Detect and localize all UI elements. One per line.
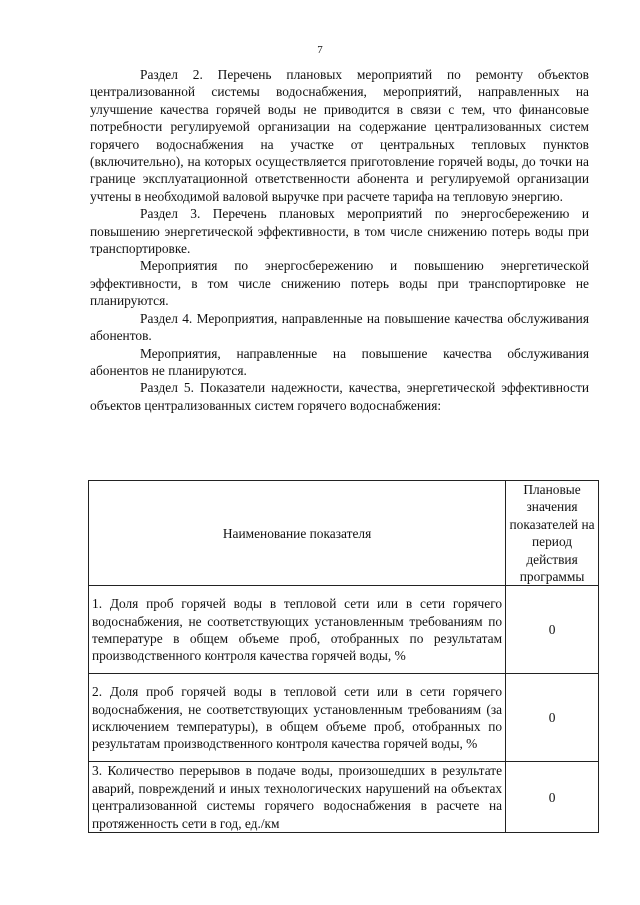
paragraph-section-2: Раздел 2. Перечень плановых мероприятий по ремонту объектов централизованной системы водоснабжения, мероприятий, направленных на улучшение качества горячей воды не приводится в связи с тем, что финансовые потребности регулируемой организации на содержание централизованных систем горячего водоснабжения на участке от центральных тепловых пунктов (включительно), на которых осуществляется приготовление горячей воды, до точки на границе эксплуатационной ответственности абонента и регулируемой организации учтены в необходимой валовой выручке при расчете тарифа на тепловую энергию. (90, 67, 589, 204)
indicator-name-cell: 3. Количество перерывов в подаче воды, произошедших в результате аварий, повреждений и иных технологических нарушений на объектах централизованной системы горячего водоснабжения в расчете на протяженность сети в год, ед./км (89, 762, 506, 833)
indicator-value-cell: 0 (506, 674, 599, 762)
document-body (90, 66, 589, 414)
indicator-name-cell: 2. Доля проб горячей воды в тепловой сети или в сети горячего водоснабжения, не соответствующих установленным требованиям (за исключением температуры), в общем объеме проб, отобранных по результатам производственного контроля качества горячей воды, % (89, 674, 506, 762)
paragraph-section-4: Раздел 4. Мероприятия, направленные на повышение качества обслуживания абонентов. (90, 310, 589, 344)
header-planned-values: Плановые значения показателей на период действия программы (506, 481, 599, 586)
indicators-table (88, 480, 599, 833)
table-row (89, 586, 599, 674)
table-row (89, 762, 599, 833)
paragraph-section-3-note: Мероприятия по энергосбережению и повышению энергетической эффективности, в том числе снижению потерь воды при транспортировке не планируются. (90, 258, 589, 309)
paragraph-section-3: Раздел 3. Перечень плановых мероприятий по энергосбережению и повышению энергетической эффективности, в том числе снижению потерь воды при транспортировке. (90, 206, 589, 257)
indicator-name-cell: 1. Доля проб горячей воды в тепловой сети или в сети горячего водоснабжения, не соответствующих установленным требованиям по температуре в общем объеме проб, отобранных по результатам производственного контроля качества горячей воды, % (89, 586, 506, 674)
indicator-value-cell: 0 (506, 762, 599, 833)
paragraph-section-4-note: Мероприятия, направленные на повышение качества обслуживания абонентов не планируются. (90, 345, 589, 378)
paragraph-section-5: Раздел 5. Показатели надежности, качества, энергетической эффективности объектов централизованных систем горячего водоснабжения: (90, 380, 589, 413)
page-number: 7 (317, 44, 323, 56)
table-row (89, 674, 599, 762)
indicator-value-cell: 0 (506, 586, 599, 674)
header-indicator-name: Наименование показателя (89, 481, 506, 586)
table-header-row (89, 481, 599, 586)
